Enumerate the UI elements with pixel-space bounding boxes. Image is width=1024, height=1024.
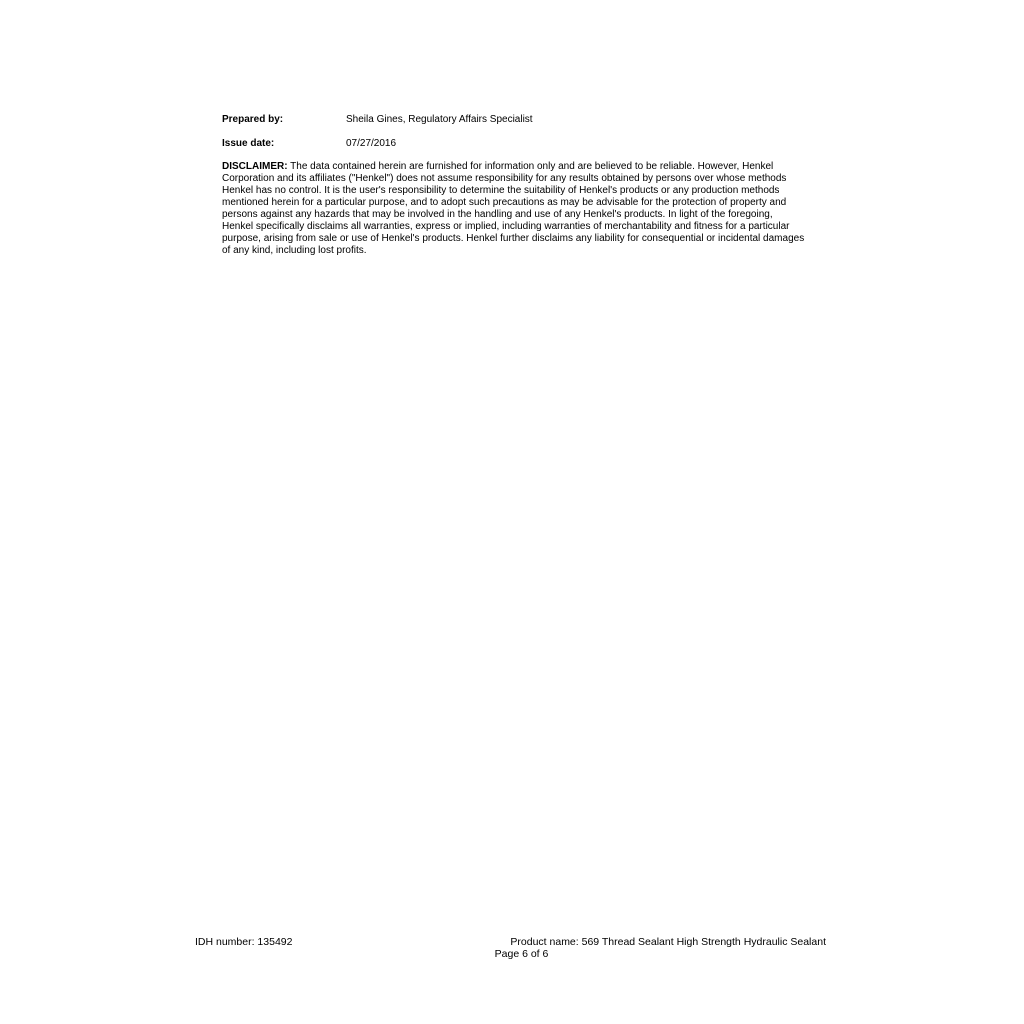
disclaimer-line: Henkel has no control. It is the user's responsibility to determine the suitability of Henkel's products or any production methods	[222, 185, 780, 196]
disclaimer-line: persons against any hazards that may be involved in the handling and use of any Henkel's products. In light of the foregoing,	[222, 209, 773, 220]
disclaimer-line: purpose, arising from sale or use of Henkel's products. Henkel further disclaims any liability for consequential or incidental damages	[222, 233, 805, 244]
disclaimer-text: The data contained herein are furnished for information only and are believed to be reliable. However, Henkel	[287, 161, 774, 172]
disclaimer-line: Corporation and its affiliates ("Henkel") does not assume responsibility for any results obtained by persons over whose methods	[222, 173, 787, 184]
disclaimer-line: of any kind, including lost profits.	[222, 245, 367, 256]
footer-idh-number: IDH number: 135492	[195, 936, 293, 948]
disclaimer-heading: DISCLAIMER:	[222, 161, 288, 172]
footer-page-number: Page 6 of 6	[494, 948, 549, 960]
disclaimer-block	[222, 161, 830, 257]
disclaimer-line: mentioned herein for a particular purpose, and to adopt such precautions as may be advisable for the protection of property and	[222, 197, 787, 208]
issue-date-value: 07/27/2016	[346, 138, 397, 149]
disclaimer-line: Henkel specifically disclaims all warranties, express or implied, including warranties of merchantability and fitness for a particular	[222, 221, 790, 232]
prepared-by-label: Prepared by:	[222, 114, 284, 125]
issue-date-row	[222, 138, 396, 150]
prepared-by-value: Sheila Gines, Regulatory Affairs Specialist	[346, 114, 533, 125]
issue-date-label: Issue date:	[222, 138, 275, 149]
prepared-by-row	[222, 114, 533, 126]
disclaimer-line	[222, 161, 830, 173]
footer-product-name: Product name: 569 Thread Sealant High Strength Hydraulic Sealant	[510, 936, 826, 948]
